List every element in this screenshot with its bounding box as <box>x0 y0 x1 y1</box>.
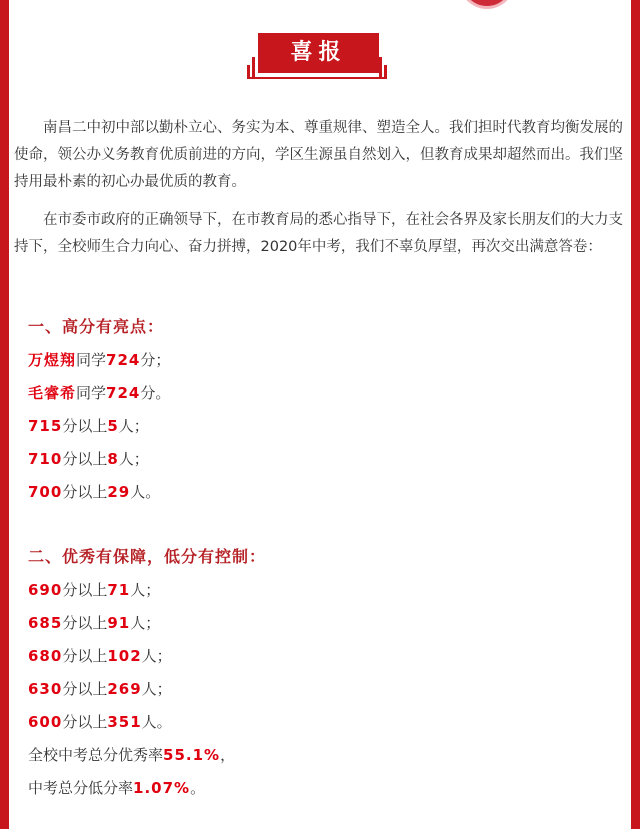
list-item <box>28 677 172 701</box>
rate-value: 1.07% <box>133 779 191 797</box>
rate-label: 全校中考总分优秀率 <box>28 746 164 764</box>
item-text: 人。 <box>141 713 172 731</box>
score-value: 724 <box>106 351 141 369</box>
low-score-rate <box>28 776 205 800</box>
student-count: 71 <box>107 581 131 599</box>
item-text: 分以上 <box>62 450 108 468</box>
list-item <box>28 480 160 504</box>
student-count: 351 <box>107 713 142 731</box>
score-threshold: 700 <box>28 483 63 501</box>
list-item <box>28 611 160 635</box>
banner-tick <box>379 57 382 79</box>
list-item <box>28 644 172 668</box>
item-text: 。 <box>190 779 206 797</box>
rate-value: 55.1% <box>163 746 221 764</box>
item-text: 分以上 <box>62 417 108 435</box>
item-text: 人； <box>130 581 161 599</box>
item-text: 分以上 <box>62 581 108 599</box>
banner-tick <box>252 57 255 79</box>
item-text: 人； <box>141 680 172 698</box>
student-name: 万煜翔 <box>28 351 77 369</box>
score-threshold: 710 <box>28 450 63 468</box>
score-threshold: 690 <box>28 581 63 599</box>
item-text: 分以上 <box>62 614 108 632</box>
score-threshold: 715 <box>28 417 63 435</box>
student-count: 269 <box>107 680 142 698</box>
score-threshold: 630 <box>28 680 63 698</box>
excellence-rate <box>28 743 235 767</box>
item-text: 人； <box>141 647 172 665</box>
score-threshold: 600 <box>28 713 63 731</box>
section2-heading: 二、优秀有保障，低分有控制： <box>28 547 267 566</box>
rate-label: 中考总分低分率 <box>28 779 134 797</box>
banner-underline <box>247 77 387 79</box>
item-text: 分。 <box>140 384 171 402</box>
banner-title: 喜报 <box>258 33 379 73</box>
intro-paragraph-2: 在市委市政府的正确领导下，在市教育局的悉心指导下，在社会各界及家长朋友们的大力支持下，全校师生合力向心、奋力拼搏，2020年中考，我们不辜负厚望，再次交出满意答卷： <box>14 212 623 255</box>
left-border <box>0 0 9 829</box>
item-text: 同学 <box>76 384 107 402</box>
list-item <box>28 414 149 438</box>
list-item <box>28 710 172 734</box>
item-text: 分以上 <box>62 713 108 731</box>
right-border <box>631 0 640 829</box>
section1-heading: 一、高分有亮点： <box>28 317 165 336</box>
student-count: 5 <box>107 417 119 435</box>
item-text: 分以上 <box>62 647 108 665</box>
item-text: 分以上 <box>62 680 108 698</box>
student-count: 29 <box>107 483 131 501</box>
list-item <box>28 381 170 405</box>
score-threshold: 685 <box>28 614 63 632</box>
item-text: 人； <box>118 450 149 468</box>
item-text: 人； <box>130 614 161 632</box>
student-count: 8 <box>107 450 119 468</box>
item-text: 分； <box>140 351 171 369</box>
decorative-circle <box>462 0 512 6</box>
title-banner <box>247 33 387 79</box>
item-text: 人； <box>118 417 149 435</box>
student-count: 91 <box>107 614 131 632</box>
list-item <box>28 348 170 372</box>
intro-paragraph-1: 南昌二中初中部以勤朴立心、务实为本、尊重规律、塑造全人。我们担时代教育均衡发展的使命，领公办义务教育优质前进的方向，学区生源虽自然划入，但教育成果却超然而出。我们坚持用最朴素的初心办最优质的教育。 <box>14 120 623 190</box>
list-item <box>28 447 149 471</box>
item-text: 同学 <box>76 351 107 369</box>
item-text: ， <box>220 746 236 764</box>
item-text: 人。 <box>130 483 161 501</box>
list-item <box>28 578 160 602</box>
item-text: 分以上 <box>62 483 108 501</box>
score-value: 724 <box>106 384 141 402</box>
score-threshold: 680 <box>28 647 63 665</box>
student-count: 102 <box>107 647 142 665</box>
student-name: 毛睿希 <box>28 384 77 402</box>
